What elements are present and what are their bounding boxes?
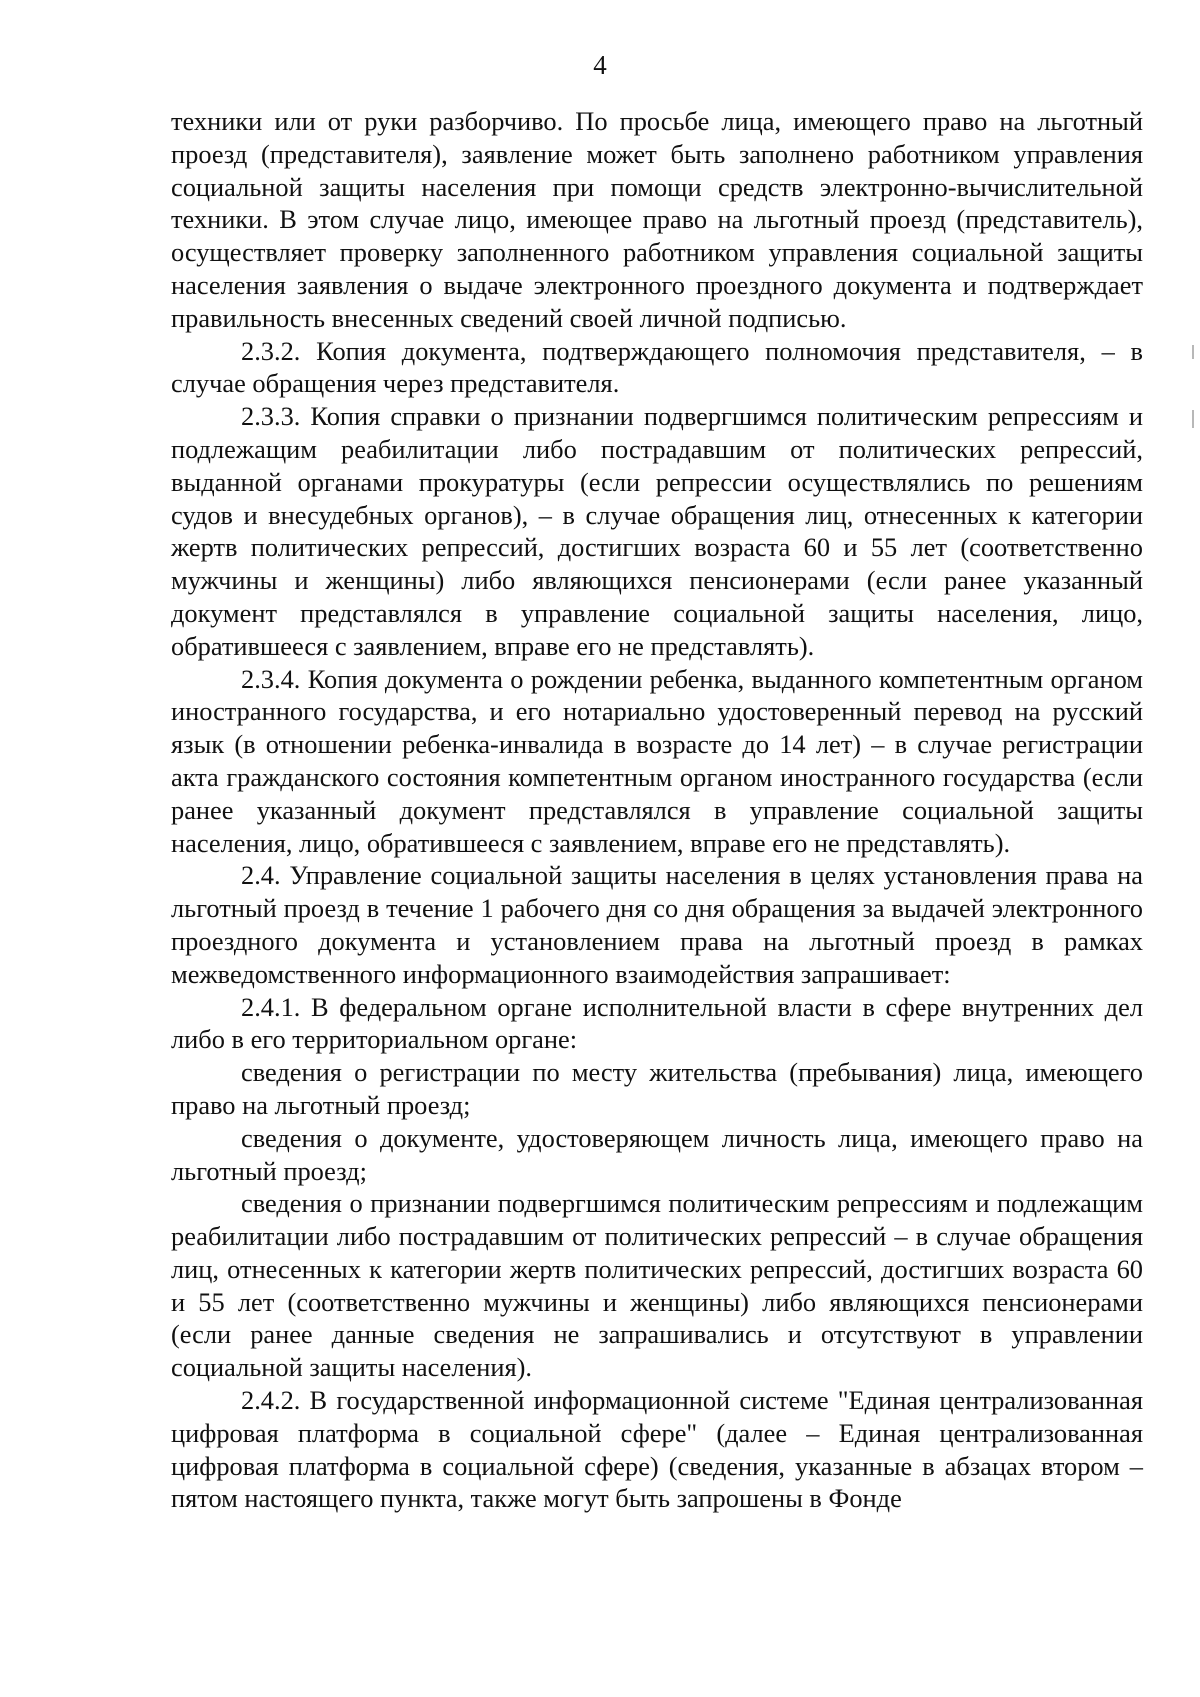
scan-mark-lower [1192, 410, 1194, 428]
paragraph-1: техники или от руки разборчиво. По просьбе лица, имеющего право на льготный проезд (представителя), заявление может быть заполнено работником управления социальной защиты населения при помощи средств электронно-вычислительной техники. В этом случае лицо, имеющее право на льготный проезд (представитель), осуществляет проверку заполненного работником управления социальной защиты населения заявления о выдаче электронного проездного документа и подтверждает правильность внесенных сведений своей личной подписью. [171, 106, 1143, 333]
paragraph-2-4: 2.4. Управление социальной защиты населения в целях установления права на льготный проезд в течение 1 рабочего дня со дня обращения за выдачей электронного проездного документа и установлением права на льготный проезд в рамках межведомственного информационного взаимодействия запрашивает: [171, 860, 1143, 989]
scan-mark-upper [1192, 345, 1194, 359]
paragraph-2-4-1: 2.4.1. В федеральном органе исполнительной власти в сфере внутренних дел либо в его территориальном органе: [171, 991, 1143, 1055]
page-number: 4 [593, 50, 607, 80]
document-body [171, 105, 1143, 1515]
paragraph-2-3-4: 2.3.4. Копия документа о рождении ребенка, выданного компетентным органом иностранного государства, и его нотариально удостоверенный перевод на русский язык (в отношении ребенка-инвалида в возрасте до 14 лет) – в случае регистрации акта гражданского состояния компетентным органом иностранного государства (если ранее указанный документ представлялся в управление социальной защиты населения, лицо, обратившееся с заявлением, вправе его не представлять). [171, 663, 1143, 858]
paragraph-repression-info: сведения о признании подвергшимся политическим репрессиям и подлежащим реабилитации либо пострадавшим от политических репрессий – в случае обращения лиц, отнесенных к категории жертв политических репрессий, достигших возраста 60 и 55 лет (соответственно мужчины и женщины) либо являющихся пенсионерами (если ранее данные сведения не запрашивались и отсутствуют в управлении социальной защиты населения). [171, 1188, 1143, 1383]
paragraph-2-3-3: 2.3.3. Копия справки о признании подвергшимся политическим репрессиям и подлежащим реабилитации либо пострадавшим от политических репрессий, выданной органами прокуратуры (если репрессии осуществлялись по решениям судов и внесудебных органов), – в случае обращения лиц, отнесенных к категории жертв политических репрессий, достигших возраста 60 и 55 лет (соответственно мужчины и женщины) либо являющихся пенсионерами (если ранее указанный документ представлялся в управление социальной защиты населения, лицо, обратившееся с заявлением, вправе его не представлять). [171, 401, 1143, 661]
paragraph-2-3-2: 2.3.2. Копия документа, подтверждающего полномочия представителя, – в случае обращения через представителя. [171, 335, 1143, 399]
paragraph-registration-info: сведения о регистрации по месту жительства (пребывания) лица, имеющего право на льготный проезд; [171, 1057, 1143, 1120]
paragraph-2-4-2: 2.4.2. В государственной информационной системе "Единая централизованная цифровая платформа в социальной сфере" (далее – Единая централизованная цифровая платформа в социальной сфере) (сведения, указанные в абзацах втором – пятом настоящего пункта, также могут быть запрошены в Фонде [171, 1385, 1143, 1514]
paragraph-identity-document-info: сведения о документе, удостоверяющем личность лица, имеющего право на льготный проезд; [171, 1122, 1143, 1186]
